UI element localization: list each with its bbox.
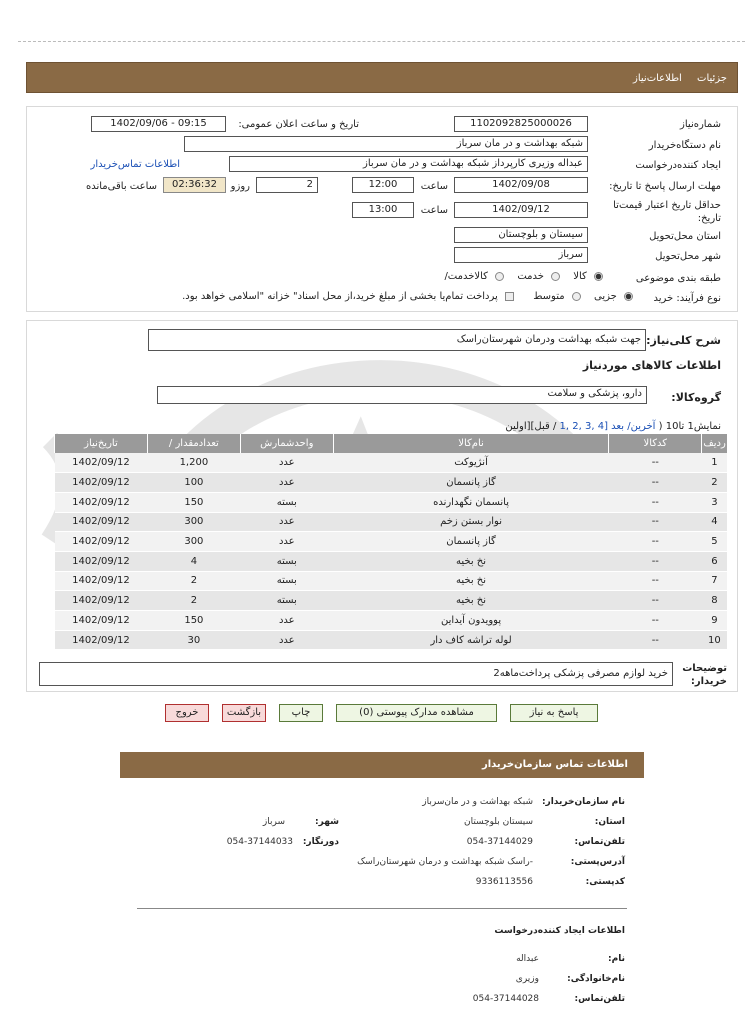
exit-button[interactable]: خروج [165,704,209,722]
print-button[interactable]: چاپ [279,704,323,722]
row-number: 5 [702,532,727,552]
pager [505,421,721,432]
goods-group-label: گروه‌کالا: [671,391,721,404]
row-name: پانسمان نگهدارنده [333,492,609,512]
attachments-button[interactable]: مشاهده مدارک پیوستی (0) [336,704,497,722]
row-date: 1402/09/12 [55,611,148,631]
back-button[interactable]: بازگشت [222,704,266,722]
category-both-label: کالاخدمت/ [444,271,488,282]
row-name: لوله تراشه کاف دار [333,630,609,650]
row-number: 4 [702,512,727,532]
creator-name-value: عبداله [516,954,539,964]
creator-name-label: نام: [608,954,625,964]
row-name: پوویدون آیداین [333,611,609,631]
process-options [178,291,633,302]
category-service-radio[interactable] [551,272,560,281]
row-date: 1402/09/12 [55,512,148,532]
row-code: -- [609,611,702,631]
deadline-date-field[interactable]: 1402/09/08 [454,177,588,193]
remaining-time-field: 02:36:32 [163,177,226,193]
row-number: 3 [702,492,727,512]
need-number-field[interactable]: 1102092825000026 [454,116,588,132]
row-qty: 2 [147,571,240,591]
goods-table-body [55,453,728,650]
table-row[interactable] [55,591,728,611]
validity-date-field[interactable]: 1402/09/12 [454,202,588,218]
contact-address-value: -راسک شبکه بهداشت و درمان شهرستان‌راسک [357,857,533,867]
treasury-payment-label: پرداخت تمام‌یا بخشی از مبلغ خرید،از محل اسناد" خزانه "اسلامی خواهد بود. [182,291,498,302]
row-code: -- [609,532,702,552]
province-field[interactable]: سیستان و بلوچستان [454,227,588,243]
creator-info-title: اطلاعات ایجاد کننده‌درخواست [494,926,625,936]
row-unit: بسته [240,571,333,591]
col-date: تاریخ‌نیاز [55,434,148,453]
goods-info-title: اطلاعات کالاهای موردنیاز [582,359,721,372]
row-qty: 4 [147,551,240,571]
row-number: 9 [702,611,727,631]
row-unit: عدد [240,512,333,532]
row-date: 1402/09/12 [55,551,148,571]
row-unit: عدد [240,611,333,631]
contact-phone-value: 054-37144029 [466,837,533,847]
row-name: نوار بستن زخم [333,512,609,532]
creator-label: ایجاد کننده‌درخواست [635,160,721,171]
row-number: 2 [702,473,727,493]
row-number: 7 [702,571,727,591]
row-code: -- [609,551,702,571]
contact-postal-label: کدپستی: [585,877,625,887]
row-code: -- [609,630,702,650]
pager-prefix: نمایش1 تا10 ( [655,421,721,432]
contact-address-label: آدرس‌پستی: [570,857,625,867]
table-row[interactable] [55,571,728,591]
creator-family-label: نام‌خانوادگی: [567,974,625,984]
announce-field[interactable]: 1402/09/06 - 09:15 [91,116,226,132]
row-unit: بسته [240,591,333,611]
tab-details[interactable]: جزئیات [697,73,727,84]
validity-label: حداقل تاریخ اعتبار قیمت‌تا تاریخ: [613,200,721,224]
process-small-radio[interactable] [624,292,633,301]
validity-time-label: ساعت [420,205,448,216]
row-date: 1402/09/12 [55,591,148,611]
table-row[interactable] [55,551,728,571]
remaining-label: ساعت باقی‌مانده [85,181,157,192]
buyer-org-label: نام دستگاه‌خریدار [648,140,721,151]
row-name: گاز پانسمان [333,473,609,493]
row-qty: 150 [147,611,240,631]
process-medium-label: متوسط [533,291,565,302]
col-name: نام‌کالا [333,434,609,453]
category-both-radio[interactable] [495,272,504,281]
creator-family-value: وزیری [515,974,539,984]
row-name: نخ بخیه [333,591,609,611]
contact-fax-label: دورنگار: [302,837,339,847]
contact-city-value: سرباز [262,817,285,827]
table-row[interactable] [55,630,728,650]
row-date: 1402/09/12 [55,571,148,591]
creator-field[interactable]: عبداله وزیری کارپرداز شبکه بهداشت و در مان سرباز [229,156,588,172]
row-code: -- [609,453,702,473]
buyer-notes-label: توضیحات خریدار: [682,663,727,687]
row-date: 1402/09/12 [55,473,148,493]
buyer-org-field[interactable]: شبکه بهداشت و در مان سرباز [184,136,588,152]
table-row[interactable] [55,473,728,493]
table-row[interactable] [55,532,728,552]
contact-header: اطلاعات تماس سازمان‌خریدار [120,752,644,778]
days-field: 2 [256,177,318,193]
goods-table-header [55,434,728,453]
row-qty: 1,200 [147,453,240,473]
row-code: -- [609,571,702,591]
table-row[interactable] [55,512,728,532]
buyer-notes-field[interactable]: خرید لوازم مصرفی پزشکی پرداخت‌ماهه2 [39,662,673,686]
row-unit: عدد [240,453,333,473]
reply-button[interactable]: پاسخ به نیاز [510,704,598,722]
row-qty: 150 [147,492,240,512]
row-qty: 300 [147,512,240,532]
row-date: 1402/09/12 [55,453,148,473]
buyer-contact-link[interactable]: اطلاعات تماس‌خریدار [90,159,180,170]
contact-province-value: سیستان بلوچستان [463,817,533,827]
category-label: طبقه بندی موضوعی [635,273,721,284]
table-row[interactable] [55,453,728,473]
contact-org-value: شبکه بهداشت و در مان‌سرباز [422,797,533,807]
row-qty: 30 [147,630,240,650]
deadline-time-field[interactable]: 12:00 [352,177,414,193]
row-unit: عدد [240,630,333,650]
row-qty: 100 [147,473,240,493]
row-code: -- [609,492,702,512]
validity-time-field[interactable]: 13:00 [352,202,414,218]
category-goods-radio[interactable] [594,272,603,281]
province-label: استان محل‌تحویل [649,231,721,242]
row-number: 6 [702,551,727,571]
treasury-payment-checkbox[interactable] [505,292,514,301]
contact-postal-value: 9336113556 [475,877,533,887]
category-goods-label: کالا [573,271,587,282]
contact-org-label: نام سازمان‌خریدار: [541,797,625,807]
col-code: کدکالا [609,434,702,453]
row-number: 10 [702,630,727,650]
process-small-label: جزیی [593,291,617,302]
city-label: شهر محل‌تحویل [655,251,721,262]
col-unit: واحدشمارش [240,434,333,453]
row-name: گاز پانسمان [333,532,609,552]
days-label: روزو [230,181,250,192]
row-unit: بسته [240,551,333,571]
creator-phone-value: 054-37144028 [472,994,539,1004]
col-qty: تعدادمقدار / [147,434,240,453]
need-number-label: شماره‌نیاز [680,119,721,130]
top-divider [18,41,745,42]
pager-links[interactable]: آخرین/ بعد [4 ,3 ,2 ,1 [559,421,656,432]
row-name: آنژیوکت [333,453,609,473]
deadline-label: مهلت ارسال پاسخ تا تاریخ: [609,181,721,192]
city-field[interactable]: سرباز [454,247,588,263]
contact-phone-label: تلفن‌تماس: [574,837,625,847]
summary-field[interactable]: جهت شبکه بهداشت ودرمان شهرستان‌راسک [148,329,646,351]
col-row: ردیف [702,434,727,453]
row-name: نخ بخیه [333,551,609,571]
contact-province-label: استان: [594,817,625,827]
row-number: 1 [702,453,727,473]
table-row[interactable] [55,611,728,631]
row-qty: 2 [147,591,240,611]
tab-need-info[interactable]: اطلاعات‌نیاز [633,73,682,84]
category-service-label: خدمت [517,271,544,282]
contact-divider [137,908,627,909]
row-code: -- [609,591,702,611]
row-qty: 300 [147,532,240,552]
row-unit: عدد [240,532,333,552]
contact-fax-value: 054-37144033 [226,837,293,847]
category-options [440,271,603,282]
summary-label: شرح کلی‌نیاز: [646,334,721,347]
row-unit: بسته [240,492,333,512]
pager-suffix: / قبل][اولین [505,421,560,432]
process-label: نوع فرآیند: خرید [653,293,721,304]
goods-group-field[interactable]: دارو، پزشکی و سلامت [157,386,647,404]
table-row[interactable] [55,492,728,512]
row-code: -- [609,512,702,532]
row-date: 1402/09/12 [55,492,148,512]
announce-label: تاریخ و ساعت اعلان عمومی: [238,119,359,130]
deadline-time-label: ساعت [420,181,448,192]
row-unit: عدد [240,473,333,493]
row-date: 1402/09/12 [55,630,148,650]
section-header [26,62,738,93]
row-code: -- [609,473,702,493]
row-date: 1402/09/12 [55,532,148,552]
row-number: 8 [702,591,727,611]
contact-city-label: شهر: [315,817,339,827]
creator-phone-label: تلفن‌تماس: [574,994,625,1004]
process-medium-radio[interactable] [572,292,581,301]
row-name: نخ بخیه [333,571,609,591]
goods-table [54,434,727,650]
